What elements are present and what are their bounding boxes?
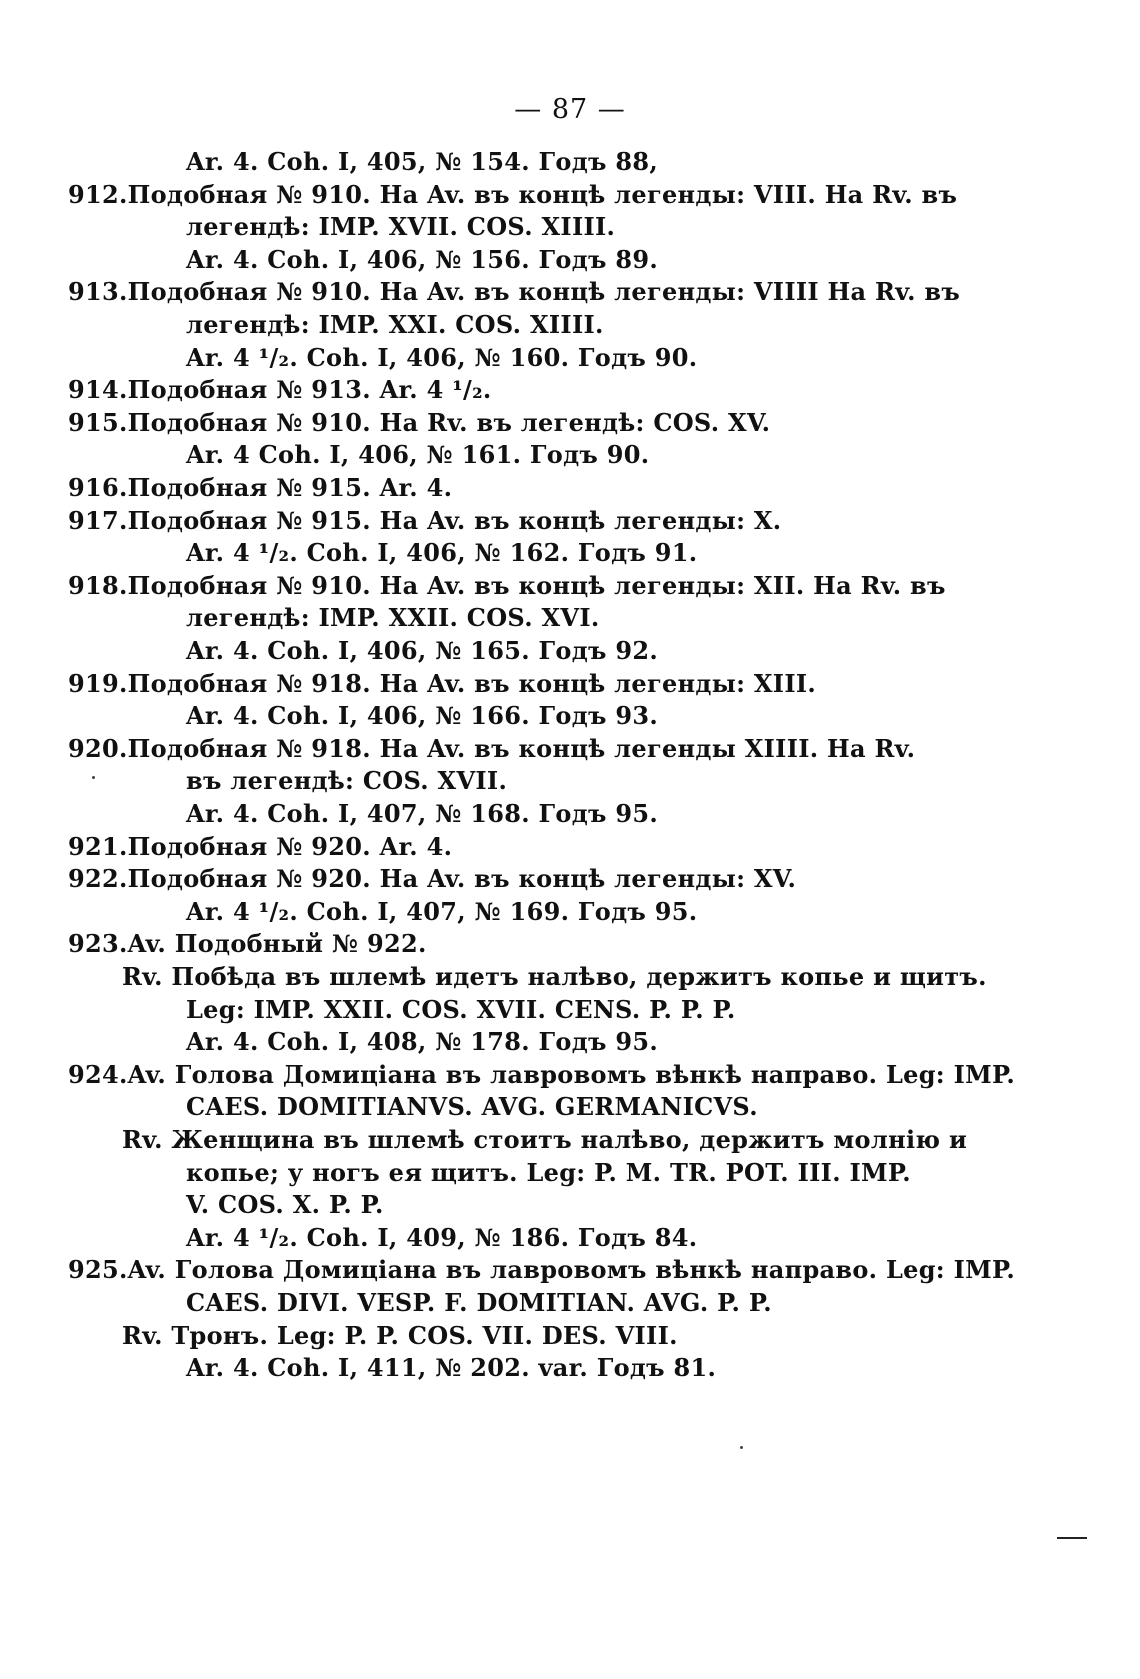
entry-continuation-line <box>186 244 658 276</box>
entry-text: Ar. 4. Coh. I, 405, № 154. Годъ 88, <box>186 147 659 176</box>
entry-line <box>68 863 796 895</box>
entry-line <box>68 472 452 504</box>
entry-text: Подобная № 920. На Av. въ концѣ легенды: XV. <box>127 864 797 894</box>
entry-continuation-line <box>122 1320 678 1352</box>
entry-number: 922. <box>68 864 128 894</box>
entry-number: 912. <box>68 179 128 209</box>
entry-continuation-line <box>186 1222 697 1254</box>
entry-text: въ легендѣ: COS. XVII. <box>186 766 508 796</box>
entry-line <box>68 733 915 765</box>
entry-text: Av. Голова Домиціана въ лавровомъ вѣнкѣ направо. Leg: IMP. <box>127 1255 1016 1285</box>
entry-continuation-line <box>122 961 987 993</box>
entry-text: Подобная № 920. Ar. 4. <box>127 831 453 861</box>
entry-line <box>68 831 452 863</box>
entry-continuation-line <box>186 1189 384 1221</box>
entry-continuation-line <box>186 211 615 243</box>
speck <box>92 776 95 779</box>
entry-number: 918. <box>68 570 128 600</box>
entry-continuation-line <box>186 896 697 928</box>
entry-continuation-line <box>186 994 736 1026</box>
entry-number: 917. <box>68 505 128 535</box>
entry-text: Подобная № 915. Ar. 4. <box>127 473 453 502</box>
entry-text: CAES. DIVI. VESP. F. DOMITIAN. AVG. P. P. <box>186 1288 772 1317</box>
entry-text: Подобная № 913. Ar. 4 ¹/₂. <box>127 375 492 405</box>
speck <box>740 1446 743 1449</box>
entry-text: Rv. Побѣда въ шлемѣ идетъ налѣво, держитъ копье и щитъ. <box>122 962 987 991</box>
entry-continuation-line <box>122 1124 967 1156</box>
entry-line <box>68 505 781 537</box>
entry-line <box>68 179 957 211</box>
page-number: — 87 — <box>514 94 626 125</box>
entry-continuation-line <box>186 700 658 732</box>
entry-text: легендѣ: IMP. XVII. COS. XIIII. <box>186 212 616 242</box>
entry-continuation-line <box>186 439 649 471</box>
entry-number: 924. <box>68 1059 128 1089</box>
entry-text: Ar. 4 ¹/₂. Coh. I, 409, № 186. Годъ 84. <box>186 1222 698 1252</box>
entry-text: Ar. 4 Coh. I, 406, № 161. Годъ 90. <box>186 440 650 470</box>
entry-continuation-line <box>186 635 658 667</box>
entry-text: Leg: IMP. XXII. COS. XVII. CENS. P. P. P. <box>186 994 736 1024</box>
entry-line <box>68 570 946 602</box>
entry-line <box>68 374 492 406</box>
entry-continuation-line <box>186 602 600 634</box>
entry-text: CAES. DOMITIANVS. AVG. GERMANICVS. <box>186 1092 758 1122</box>
entry-text: Подобная № 918. На Av. въ концѣ легенды XIIII. На Rv. <box>127 733 916 763</box>
entry-number: 916. <box>68 473 128 502</box>
entry-text: Ar. 4. Coh. I, 406, № 156. Годъ 89. <box>186 244 659 274</box>
entry-text: Ar. 4 ¹/₂. Coh. I, 407, № 169. Годъ 95. <box>186 896 698 926</box>
entry-continuation-line <box>186 146 658 178</box>
margin-mark <box>1057 1537 1087 1539</box>
entry-text: Подобная № 910. На Av. въ концѣ легенды: VIIII На Rv. въ <box>127 277 961 307</box>
entry-text: Rv. Женщина въ шлемѣ стоитъ налѣво, держитъ молнію и <box>122 1125 968 1154</box>
entry-text: V. COS. X. P. P. <box>186 1190 384 1220</box>
entry-line <box>68 1254 1015 1286</box>
entry-continuation-line <box>186 798 658 830</box>
entry-continuation-line <box>186 309 604 341</box>
entry-continuation-line <box>186 765 507 797</box>
entry-text: Ar. 4 ¹/₂. Coh. I, 406, № 160. Годъ 90. <box>186 342 698 372</box>
entry-line <box>68 407 770 439</box>
entry-text: копье; у ногъ ея щитъ. Leg: P. M. TR. POT. III. IMP. <box>186 1157 911 1187</box>
entry-text: легендѣ: IMP. XXII. COS. XVI. <box>186 603 600 633</box>
entry-number: 920. <box>68 733 128 763</box>
entry-text: Ar. 4 ¹/₂. Coh. I, 406, № 162. Годъ 91. <box>186 538 698 568</box>
entry-continuation-line <box>186 1026 658 1058</box>
entry-text: Ar. 4. Coh. I, 408, № 178. Годъ 95. <box>186 1027 659 1057</box>
entry-number: 914. <box>68 375 128 405</box>
entry-text: Ar. 4. Coh. I, 407, № 168. Годъ 95. <box>186 799 659 828</box>
entry-continuation-line <box>186 342 697 374</box>
entry-number: 925. <box>68 1255 128 1285</box>
entry-text: Av. Подобный № 922. <box>127 929 427 959</box>
entry-continuation-line <box>186 1157 911 1189</box>
entry-continuation-line <box>186 1091 758 1123</box>
entry-line <box>68 1059 1015 1091</box>
entry-text: Подобная № 915. На Av. въ концѣ легенды: X. <box>127 505 782 535</box>
entry-text: легендѣ: IMP. XXI. COS. XIIII. <box>186 310 604 339</box>
entry-text: Ar. 4. Coh. I, 406, № 165. Годъ 92. <box>186 636 659 665</box>
entry-text: Rv. Тронъ. Leg: P. P. COS. VII. DES. VIII. <box>122 1320 678 1350</box>
entry-text: Подобная № 910. На Av. въ концѣ легенды: XII. На Rv. въ <box>127 570 946 600</box>
entry-line <box>68 276 960 308</box>
entry-number: 913. <box>68 277 128 307</box>
entry-text: Подобная № 910. На Av. въ концѣ легенды: VIII. На Rv. въ <box>127 179 958 209</box>
entry-text: Подобная № 918. На Av. въ концѣ легенды: XIII. <box>127 668 817 698</box>
entry-text: Подобная № 910. На Rv. въ легендѣ: COS. XV. <box>127 407 771 437</box>
entry-line <box>68 928 427 960</box>
entry-continuation-line <box>186 1287 772 1319</box>
entry-text: Av. Голова Домиціана въ лавровомъ вѣнкѣ направо. Leg: IMP. <box>127 1059 1016 1089</box>
entry-line <box>68 668 816 700</box>
entry-number: 923. <box>68 929 128 959</box>
entry-number: 919. <box>68 668 128 698</box>
entry-continuation-line <box>186 537 697 569</box>
entry-text: Ar. 4. Coh. I, 411, № 202. var. Годъ 81. <box>186 1353 717 1383</box>
entry-text: Ar. 4. Coh. I, 406, № 166. Годъ 93. <box>186 701 659 731</box>
entry-number: 921. <box>68 831 128 861</box>
entry-continuation-line <box>186 1352 716 1384</box>
entry-number: 915. <box>68 407 128 437</box>
